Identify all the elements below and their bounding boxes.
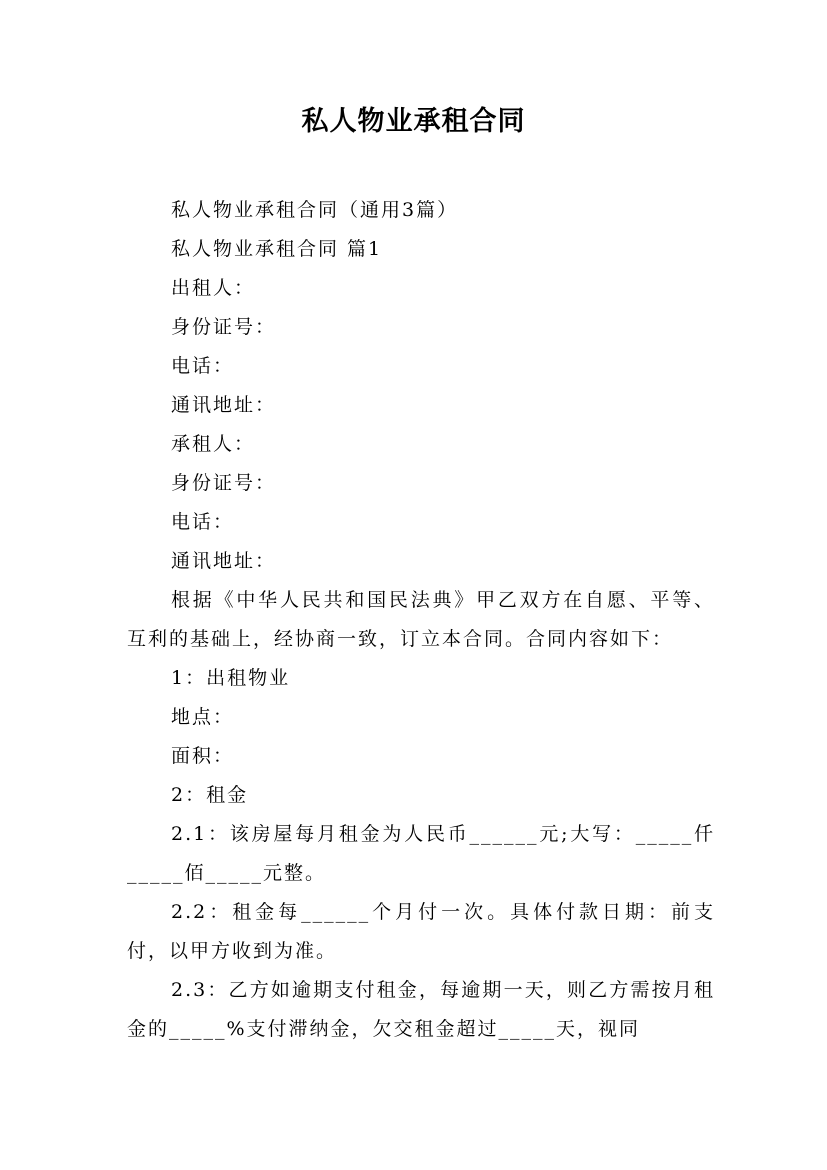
intro-paragraph: 根据《中华人民共和国民法典》甲乙双方在自愿、平等、互利的基础上，经协商一致，订立本合同。合同内容如下： — [127, 589, 715, 650]
section-2-heading: 2：租金 — [171, 784, 249, 806]
document-title: 私人物业承租合同 — [301, 106, 526, 137]
part-heading: 私人物业承租合同 篇1 — [171, 238, 383, 260]
lessor-address-label: 通讯地址： — [171, 394, 277, 416]
area-label: 面积： — [171, 745, 235, 767]
lessee-address-label: 通讯地址： — [171, 550, 277, 572]
lessee-id-label: 身份证号： — [171, 472, 277, 494]
section-1-heading: 1：出租物业 — [171, 667, 291, 689]
lessee-phone-label: 电话： — [171, 511, 235, 533]
document-body — [127, 191, 715, 1049]
clause-2-1: 2.1：该房屋每月租金为人民币______元;大写：_____仟_____佰_____元整。 — [127, 823, 715, 884]
lessee-label: 承租人： — [171, 433, 256, 455]
clause-2-3: 2.3：乙方如逾期支付租金，每逾期一天，则乙方需按月租金的_____%支付滞纳金，欠交租金超过_____天，视同 — [127, 979, 715, 1040]
location-label: 地点： — [171, 706, 235, 728]
lessor-id-label: 身份证号： — [171, 316, 277, 338]
lessor-label: 出租人： — [171, 277, 256, 299]
clause-2-2: 2.2：租金每______个月付一次。具体付款日期：前支付，以甲方收到为准。 — [127, 901, 715, 962]
lessor-phone-label: 电话： — [171, 355, 235, 377]
subtitle-line: 私人物业承租合同（通用3篇） — [171, 199, 459, 221]
